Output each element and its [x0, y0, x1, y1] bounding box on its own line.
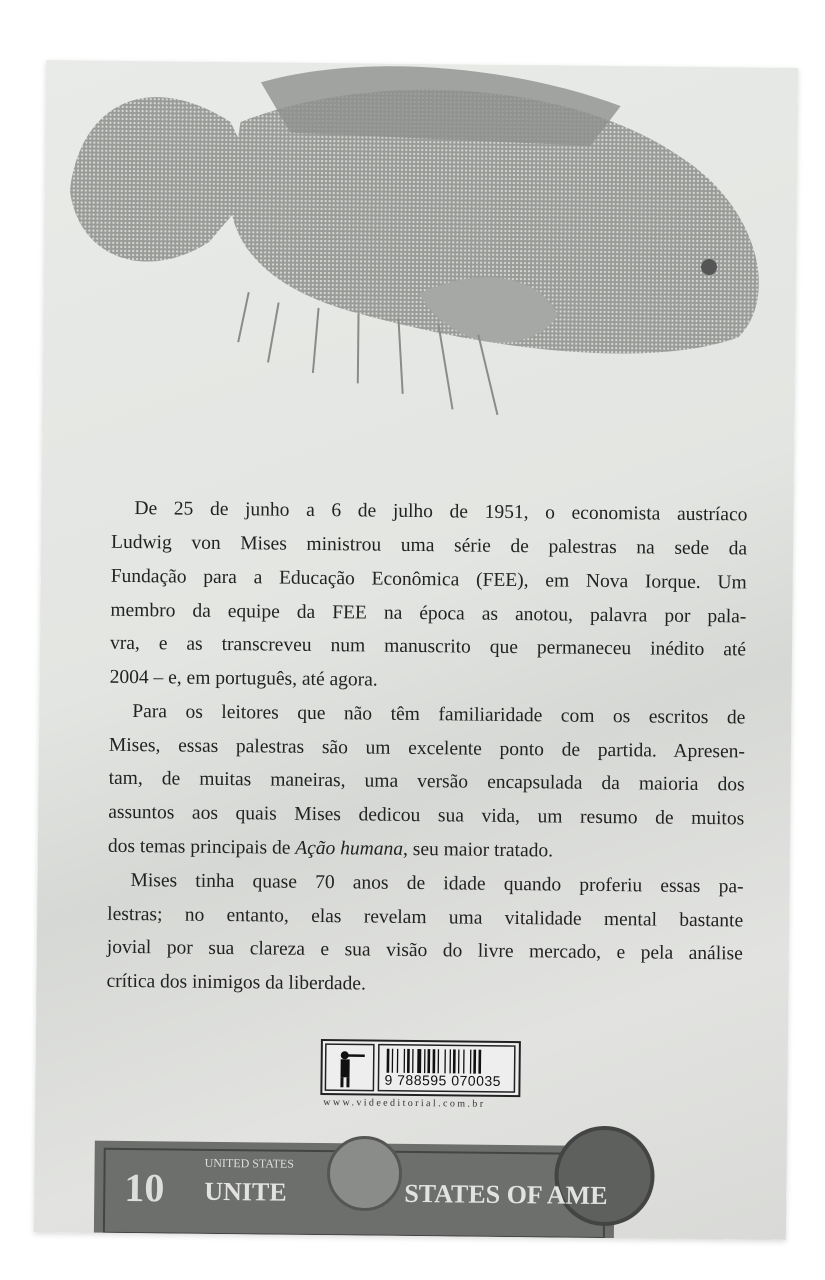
barcode-bar — [449, 1049, 451, 1073]
isbn-number: 9 788595 070035 — [384, 1071, 502, 1089]
text-line: Ludwig von Mises ministrou uma série de palestras na sede da — [111, 531, 748, 560]
fish-illustration — [57, 60, 761, 427]
barcode-bars — [387, 1049, 482, 1074]
coin — [328, 1137, 401, 1210]
barcode-bar — [412, 1049, 414, 1073]
barcode-bar — [424, 1049, 426, 1073]
banknote-text: UNITED STATES — [204, 1155, 295, 1171]
text-line: jovial por sua clareza e sua visão do livre mercado, e pela análise — [106, 936, 743, 965]
publisher-logo-icon — [340, 1051, 364, 1087]
barcode-bar — [458, 1049, 460, 1073]
text-line: tam, de muitas maneiras, uma versão encapsulada da maioria dos — [108, 767, 745, 796]
text-line: De 25 de junho a 6 de julho de 1951, o economista austríaco — [134, 498, 748, 526]
text-line: crítica dos inimigos da liberdade. — [106, 970, 367, 995]
text-line: 2004 – e, em português, até agora. — [109, 666, 378, 691]
barcode-bar — [438, 1049, 440, 1073]
banknote-text: STATES OF AME — [404, 1178, 608, 1211]
barcode-bar — [397, 1049, 399, 1073]
barcode-bar — [427, 1049, 430, 1073]
book-title: Ação humana — [295, 837, 404, 860]
text-line: membro da equipe da FEE na época as anotou, palavra por pala- — [110, 599, 747, 628]
text-line: Mises tinha quase 70 anos de idade quando proferiu essas pa- — [130, 870, 744, 898]
barcode-bar — [478, 1050, 481, 1074]
book-back-cover — [34, 60, 798, 1240]
barcode-bar — [404, 1049, 406, 1073]
publisher-url[interactable]: www.videeditorial.com.br — [323, 1097, 486, 1110]
text-line: assuntos aos quais Mises dedicou sua vida, um resumo de muitos — [108, 801, 745, 830]
barcode-bar — [470, 1050, 472, 1074]
barcode-bar — [387, 1049, 390, 1073]
text-line: Para os leitores que não têm familiaridade com os escritos de — [132, 701, 746, 729]
barcode-bar — [453, 1049, 456, 1073]
text-line: vra, e as transcreveu num manuscrito que permaneceu inédito até — [109, 632, 747, 661]
text-line: lestras; no entanto, elas revelam uma vitalidade mental bastante — [107, 903, 744, 932]
banknote-denomination: 10 — [124, 1164, 165, 1211]
money-illustration — [34, 1110, 787, 1240]
text: , seu maior tratado. — [402, 838, 554, 862]
barcode-block — [320, 1039, 521, 1097]
text: dos temas principais de — [107, 835, 296, 859]
text-line: Mises, essas palestras são um excelente ponto de partida. Apresen- — [108, 734, 746, 763]
text-line: Fundação para a Educação Econômica (FEE), em Nova Iorque. Um — [110, 565, 747, 594]
barcode-bar — [432, 1049, 435, 1073]
barcode-bar — [407, 1049, 410, 1073]
barcode-bar — [417, 1049, 421, 1073]
banknote-text: UNITE — [204, 1176, 287, 1207]
barcode-bar — [463, 1050, 465, 1074]
barcode-bar — [392, 1049, 394, 1073]
barcode-bar — [473, 1050, 476, 1074]
text-line — [108, 836, 744, 865]
barcode-bar — [444, 1049, 446, 1073]
